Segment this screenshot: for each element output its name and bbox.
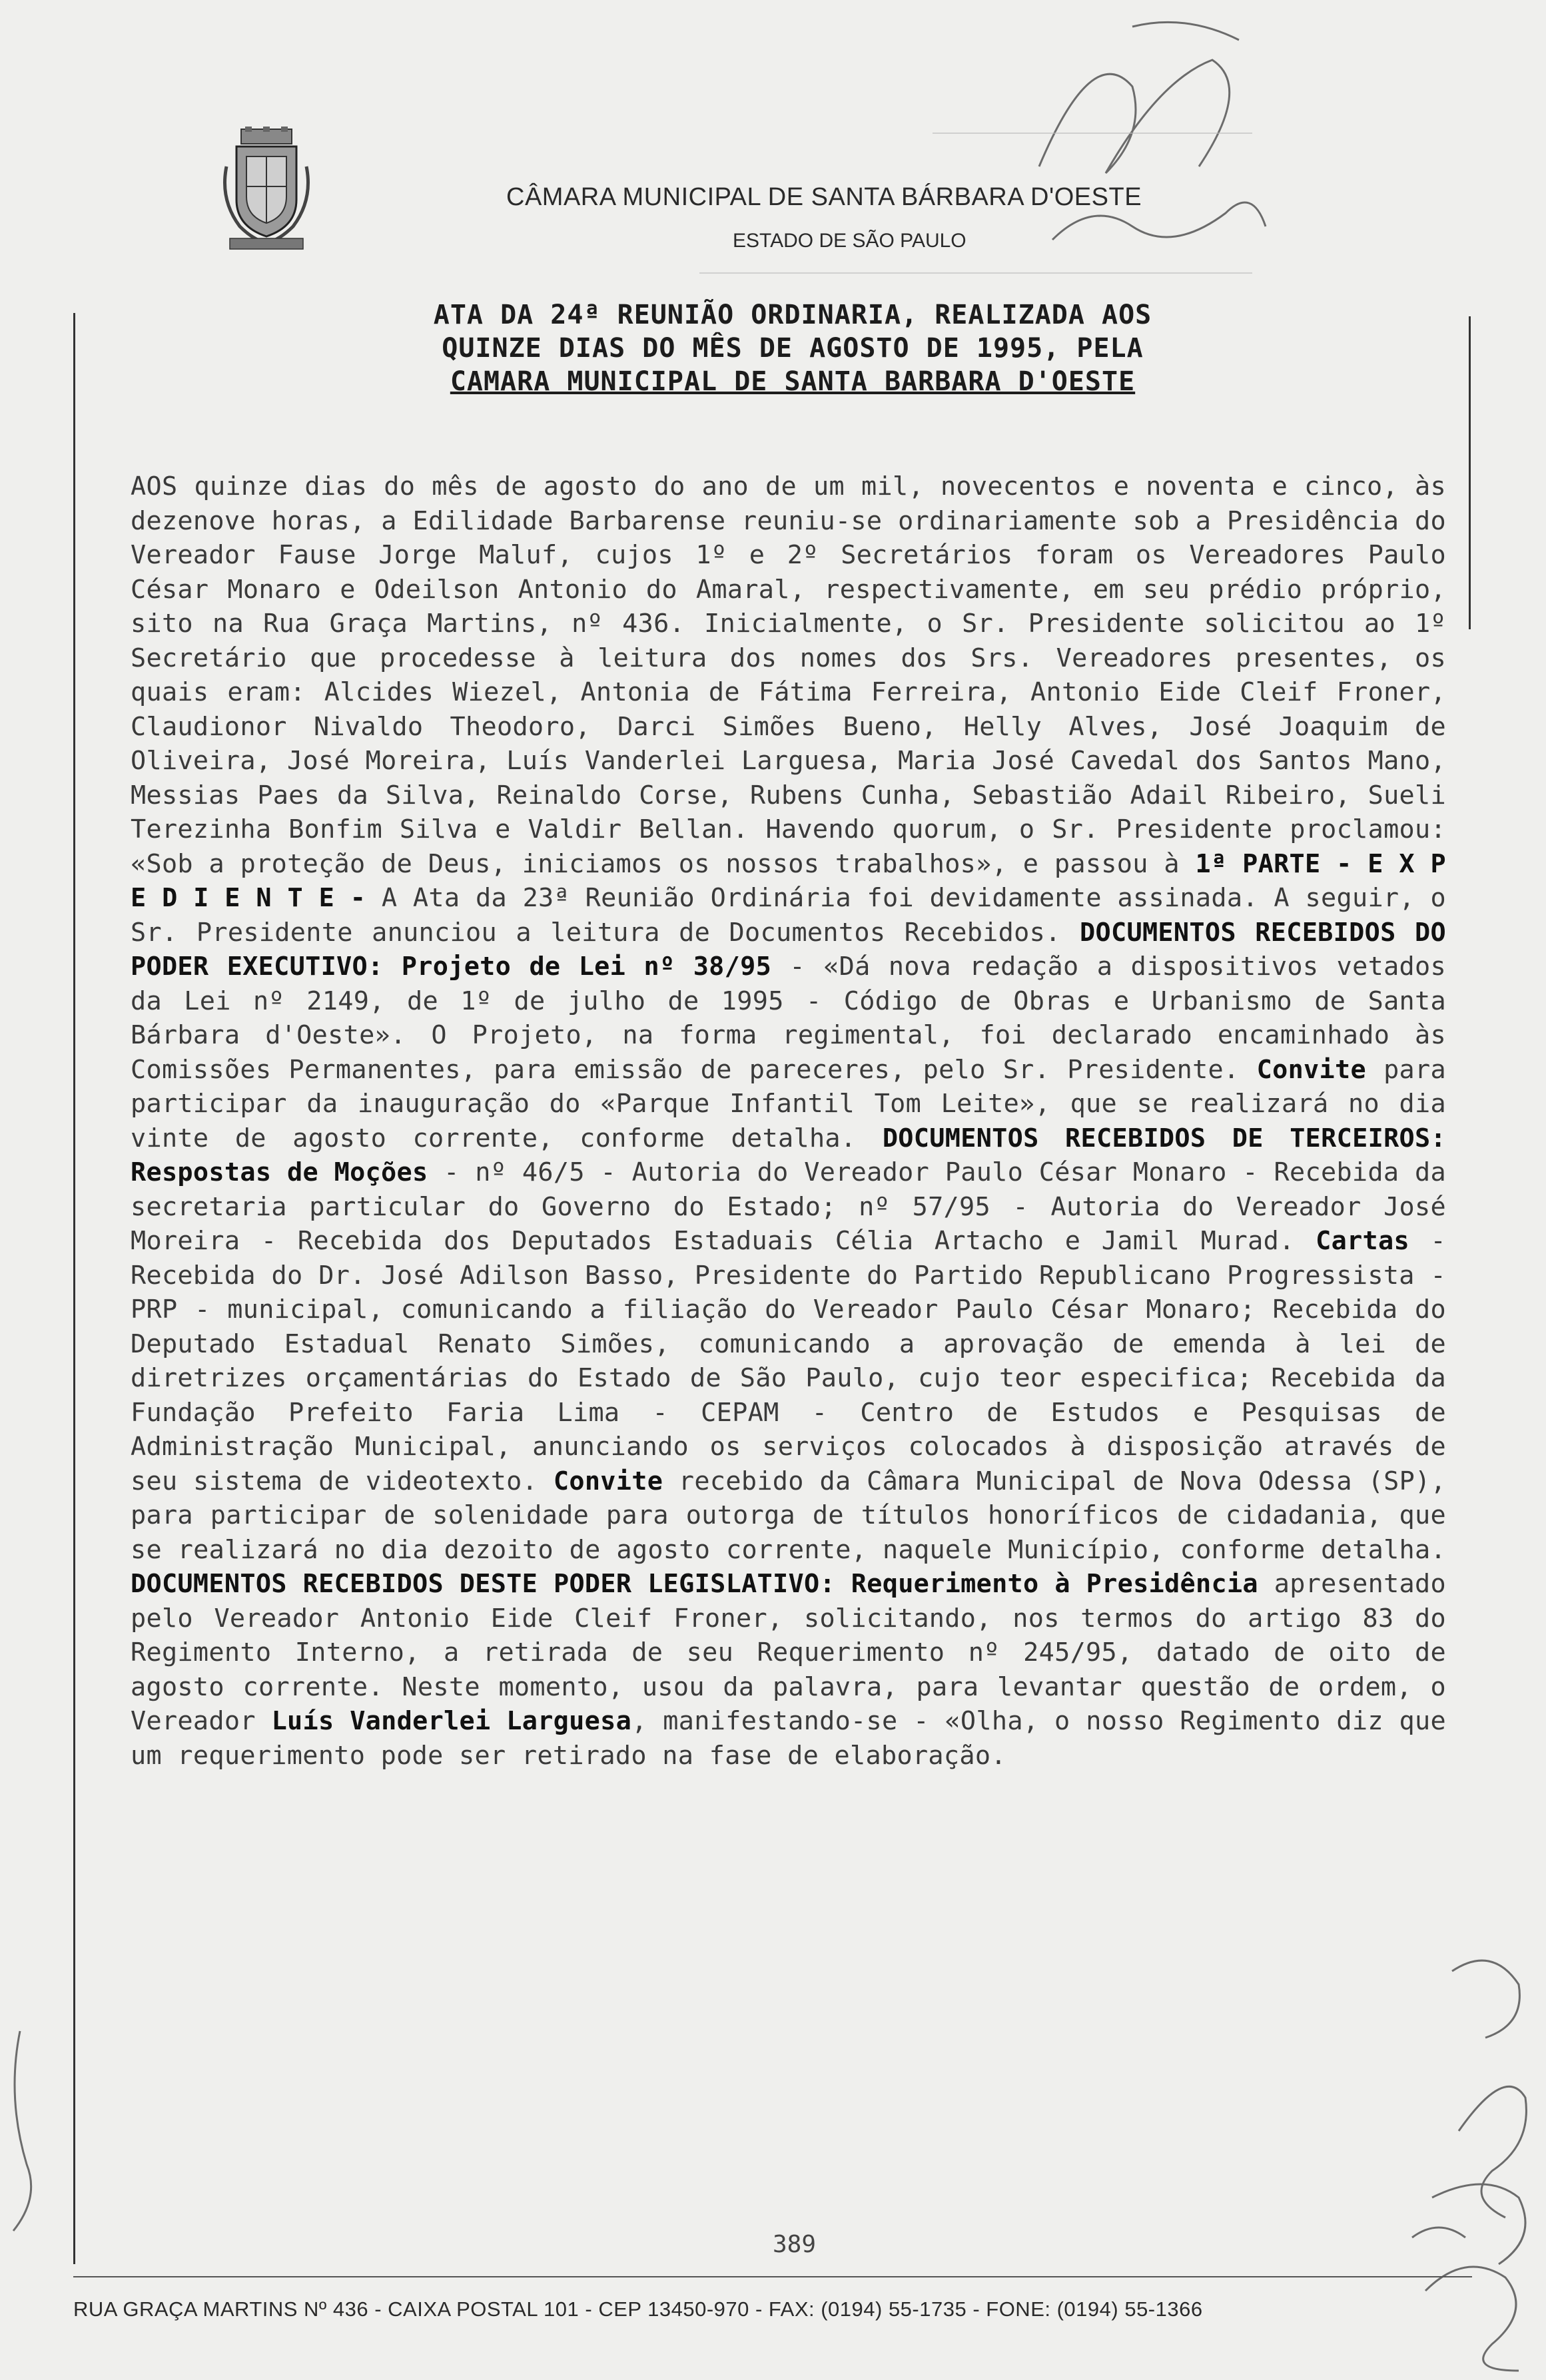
municipal-crest-icon <box>220 127 313 253</box>
title-line-3: CAMARA MUNICIPAL DE SANTA BARBARA D'OESTE <box>450 366 1136 397</box>
title-line-1: ATA DA 24ª REUNIÃO ORDINARIA, REALIZADA AOS <box>433 300 1152 330</box>
minutes-body <box>131 469 1446 1773</box>
title-line-2: QUINZE DIAS DO MÊS DE AGOSTO DE 1995, PELA <box>442 333 1144 364</box>
body-text-segment: para participar da inauguração do «Parque Infantil Tom Leite», que se realizará no dia vinte de agosto corrente, conforme detalha. <box>131 1054 1446 1153</box>
body-text-segment: - «Dá nova redação a dispositivos vetados da Lei nº 2149, de 1º de julho de 1995 - Código de Obras e Urbanismo de Santa Bárbara d'Oeste». O Projeto, na forma regimental, foi declarado encaminhado às Comissões Permanentes, para emissão de pareceres, pelo Sr. Presidente. <box>131 952 1446 1085</box>
minutes-title <box>346 298 1239 398</box>
heading-third-party-documents: DOCUMENTOS RECEBIDOS DE TERCEIROS: Respostas de Moções <box>131 1123 1446 1187</box>
left-margin-rule <box>73 313 75 2264</box>
organization-state: ESTADO DE SÃO PAULO <box>733 230 966 252</box>
body-text-segment: - Recebida do Dr. José Adilson Basso, Presidente do Partido Republicano Progressista - PRP - municipal, comunicando a filiação do Vereador Paulo César Monaro; Recebida do Deputado Estadual Renato Simões, comunicando a aprovação de emenda à lei de diretrizes orçamentárias do Estado de São Paulo, cujo teor especifica; Recebida da Fundação Prefeito Faria Lima - CEPAM - Centro de Estudos e Pesquisas de Administração Municipal, anunciando os serviços colocados à disposição através de seu sistema de videotexto. <box>131 1226 1446 1496</box>
body-text-segment: apresentado pelo Vereador Antonio Eide Cleif Froner, solicitando, nos termos do artigo 83 do Regimento Interno, a retirada de seu Requerimento nº 245/95, datado de oito de agosto corrente. Neste momento, usou da palavra, para levantar questão de ordem, o Vereador <box>131 1569 1446 1736</box>
footer-address: RUA GRAÇA MARTINS Nº 436 - CAIXA POSTAL 101 - CEP 13450-970 - FAX: (0194) 55-1735 - FONE: (0194) 55-1366 <box>73 2297 1203 2321</box>
body-text-segment: , manifestando-se - «Olha, o nosso Regimento diz que um requerimento pode ser retirado na fase de elaboração. <box>131 1706 1446 1771</box>
body-text-segment: recebido da Câmara Municipal de Nova Odessa (SP), para participar de solenidade para outorga de títulos honoríficos de cidadania, que se realizará no dia dezoito de agosto corrente, naquele Município, conforme detalha. <box>131 1466 1446 1565</box>
heading-executive-documents: DOCUMENTOS RECEBIDOS DO PODER EXECUTIVO: Projeto de Lei nº 38/95 <box>131 917 1446 982</box>
heading-legislative-documents: DOCUMENTOS RECEBIDOS DESTE PODER LEGISLATIVO: Requerimento à Presidência <box>131 1569 1258 1599</box>
footer-rule <box>73 2276 1472 2277</box>
right-margin-rule <box>1469 316 1471 629</box>
organization-name: CÂMARA MUNICIPAL DE SANTA BÁRBARA D'OESTE <box>506 183 1142 211</box>
body-text-segment: - nº 46/5 - Autoria do Vereador Paulo César Monaro - Recebida da secretaria particular do Governo do Estado; nº 57/95 - Autoria do Vereador José Moreira - Recebida dos Deputados Estaduais Célia Artacho e Jamil Murad. <box>131 1157 1446 1256</box>
heading-invitation-received: Convite <box>553 1466 663 1496</box>
page-number: 389 <box>773 2231 817 2258</box>
councilman-name: Luís Vanderlei Larguesa <box>271 1706 632 1736</box>
section-heading-expediente: 1ª PARTE - E X P E D I E N T E - <box>131 848 1446 913</box>
body-text-segment: AOS quinze dias do mês de agosto do ano de um mil, novecentos e noventa e cinco, às dezenove horas, a Edilidade Barbarense reuniu-se ordinariamente sob a Presidência do Vereador Fause Jorge Maluf, cujos 1º e 2º Secretários foram os Vereadores Paulo César Monaro e Odeilson Antonio do Amaral, respectivamente, em seu prédio próprio, sito na Rua Graça Martins, nº 436. Inicialmente, o Sr. Presidente solicitou ao 1º Secretário que procedesse à leitura dos nomes dos Srs. Vereadores presentes, os quais eram: Alcides Wiezel, Antonia de Fátima Ferreira, Antonio Eide Cleif Froner, Claudionor Nivaldo Theodoro, Darci Simões Bueno, Helly Alves, José Joaquim de Oliveira, José Moreira, Luís Vanderlei Larguesa, Maria José Cavedal dos Santos Mano, Messias Paes da Silva, Reinaldo Corse, Rubens Cunha, Sebastião Adail Ribeiro, Sueli Terezinha Bonfim Silva e Valdir Bellan. Havendo quorum, o Sr. Presidente proclamou: «Sob a proteção de Deus, iniciamos os nossos trabalhos», e passou à <box>131 471 1446 879</box>
heading-invitation: Convite <box>1256 1054 1366 1085</box>
body-text-segment: A Ata da 23ª Reunião Ordinária foi devidamente assinada. A seguir, o Sr. Presidente anunciou a leitura de Documentos Recebidos. <box>131 883 1446 948</box>
heading-letters: Cartas <box>1316 1226 1409 1256</box>
